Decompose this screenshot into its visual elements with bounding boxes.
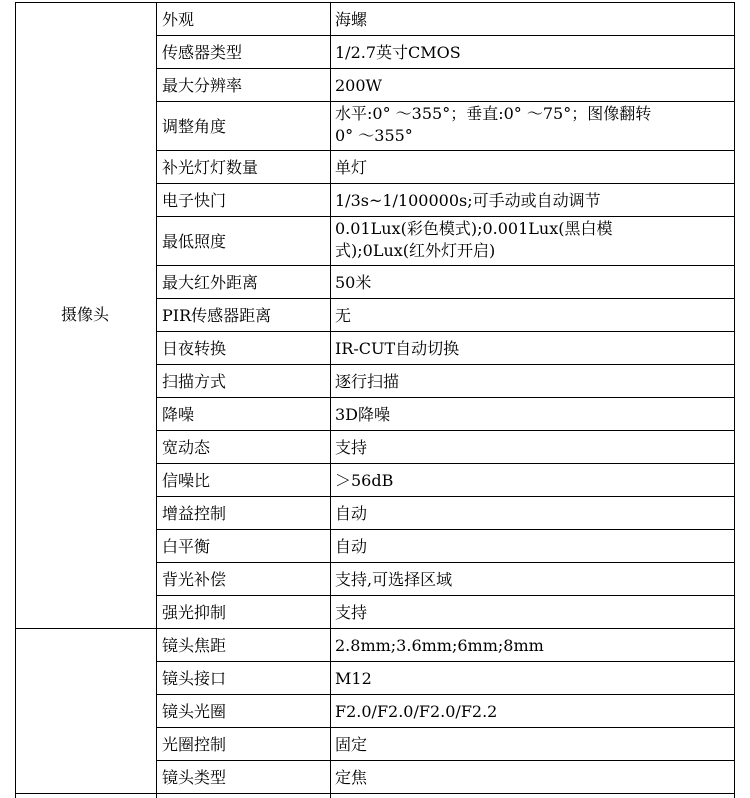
- table-row: [156, 101, 734, 150]
- spec-label: 镜头焦距: [162, 635, 227, 655]
- spec-value: 无: [335, 305, 352, 325]
- spec-value: 逐行扫描: [335, 371, 400, 391]
- category-label: 摄像头: [60, 305, 109, 324]
- table-row: [156, 183, 734, 216]
- table-row: [156, 661, 734, 694]
- spec-label: 补光灯灯数量: [162, 157, 259, 177]
- spec-label: 传感器类型: [162, 42, 243, 62]
- spec-value: 2.8mm;3.6mm;6mm;8mm: [335, 635, 544, 655]
- table-row: [156, 331, 734, 364]
- table-vertical-border: [15, 2, 16, 798]
- table-row: [156, 760, 734, 793]
- spec-value: 支持: [335, 437, 368, 457]
- table-row: [156, 463, 734, 496]
- spec-value: 自动: [335, 503, 368, 523]
- table-row: [156, 150, 734, 183]
- spec-value: M12: [335, 668, 372, 688]
- spec-value-line: 式);0Lux(红外灯开启): [335, 241, 496, 260]
- spec-value: 海螺: [335, 9, 368, 29]
- spec-value-line: 0.01Lux(彩色模式);0.001Lux(黑白模: [335, 219, 613, 238]
- spec-label: 最大红外距离: [162, 272, 259, 292]
- table-row: [156, 430, 734, 463]
- spec-label: 强光抑制: [162, 602, 227, 622]
- spec-label: 背光补偿: [162, 569, 227, 589]
- spec-label: 镜头接口: [162, 668, 227, 688]
- table-row: [156, 595, 734, 628]
- spec-value-line: 水平:0° ～355°；垂直:0° ～75°；图像翻转: [335, 104, 652, 123]
- spec-value-line: 0° ～355°: [335, 126, 413, 145]
- spec-label: 调整角度: [162, 116, 227, 136]
- spec-label: 外观: [162, 9, 195, 29]
- table-row: [156, 216, 734, 265]
- spec-value: 50米: [335, 272, 372, 292]
- table-row: [156, 496, 734, 529]
- spec-label: 宽动态: [162, 437, 211, 457]
- section-border: [15, 793, 735, 794]
- table-row: [156, 727, 734, 760]
- spec-value: 1/3s~1/100000s;可手动或自动调节: [335, 190, 601, 210]
- table-row: [156, 35, 734, 68]
- table-row: [156, 265, 734, 298]
- spec-value: IR-CUT自动切换: [335, 338, 460, 358]
- spec-label: 降噪: [162, 404, 195, 424]
- table-row: [156, 2, 734, 35]
- spec-label: 镜头光圈: [162, 701, 227, 721]
- spec-value: 固定: [335, 734, 368, 754]
- spec-value: 定焦: [335, 767, 368, 787]
- spec-label: 增益控制: [162, 503, 227, 523]
- spec-value: 200W: [335, 75, 382, 95]
- spec-value: 自动: [335, 536, 368, 556]
- table-row: [156, 562, 734, 595]
- spec-value: F2.0/F2.0/F2.0/F2.2: [335, 701, 498, 721]
- spec-label: PIR传感器距离: [162, 305, 272, 325]
- spec-value: 3D降噪: [335, 404, 391, 424]
- table-vertical-border: [734, 2, 735, 798]
- spec-value: 支持: [335, 602, 368, 622]
- spec-label: 扫描方式: [162, 371, 227, 391]
- spec-label: 镜头类型: [162, 767, 227, 787]
- table-row: [156, 298, 734, 331]
- table-row: [156, 628, 734, 661]
- spec-label: 最大分辨率: [162, 75, 243, 95]
- table-row: [156, 364, 734, 397]
- spec-label: 日夜转换: [162, 338, 227, 358]
- spec-value: 支持,可选择区域: [335, 569, 453, 589]
- table-row: [156, 529, 734, 562]
- spec-label: 最低照度: [162, 231, 227, 251]
- spec-value: ＞56dB: [335, 470, 394, 490]
- spec-label: 信噪比: [162, 470, 211, 490]
- table-row: [156, 694, 734, 727]
- spec-value: 单灯: [335, 157, 368, 177]
- table-row: [156, 68, 734, 101]
- spec-label: 电子快门: [162, 190, 227, 210]
- table-row: [156, 397, 734, 430]
- spec-label: 光圈控制: [162, 734, 227, 754]
- spec-label: 白平衡: [162, 536, 211, 556]
- spec-value: 1/2.7英寸CMOS: [335, 42, 461, 62]
